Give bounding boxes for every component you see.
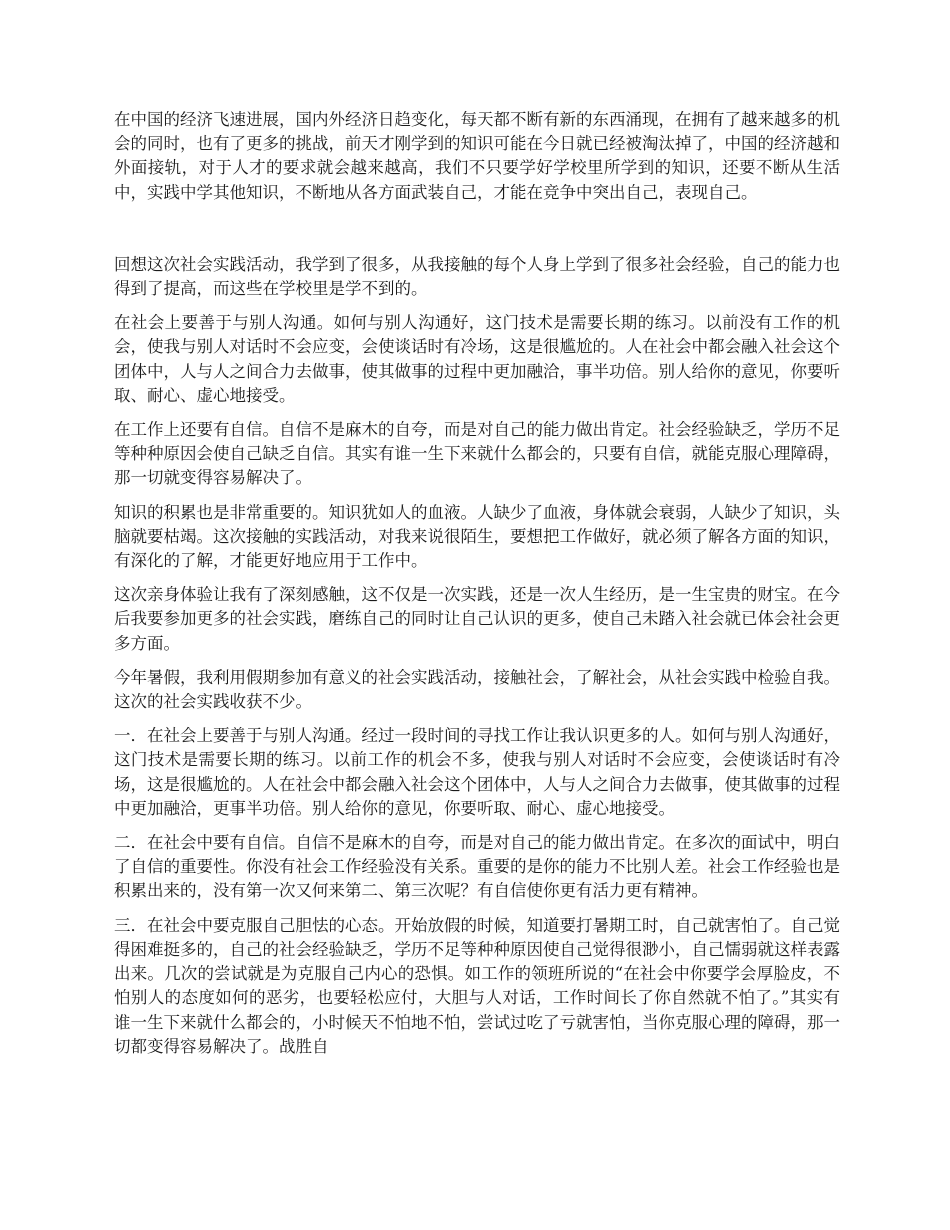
document-body bbox=[114, 108, 840, 1059]
paragraph-confidence: 在工作上还要有自信。自信不是麻木的自夸，而是对自己的能力做出肯定。社会经验缺乏，学历不足等种种原因会使自己缺乏自信。其实有谁一生下来就什么都会的，只要有自信，就能克服心理障碍，那一切就变得容易解决了。 bbox=[114, 420, 840, 488]
paragraph-summer: 今年暑假，我利用假期参加有意义的社会实践活动，接触社会，了解社会，从社会实践中检验自我。这次的社会实践收获不少。 bbox=[114, 667, 840, 712]
paragraph-communication: 在社会上要善于与别人沟通。如何与别人沟通好，这门技术是需要长期的练习。以前没有工作的机会，使我与别人对话时不会应变，会使谈话时有冷场，这是很尴尬的。人在社会中都会融入社会这个团体中，人与人之间合力去做事，使其做事的过程中更加融洽，事半功倍。别人给你的意见，你要听取、耐心、虚心地接受。 bbox=[114, 313, 840, 405]
paragraph-intro: 在中国的经济飞速进展，国内外经济日趋变化，每天都不断有新的东西涌现，在拥有了越来越多的机会的同时，也有了更多的挑战，前天才刚学到的知识可能在今日就已经被淘汰掉了，中国的经济越和外面接轨，对于人才的要求就会越来越高，我们不只要学好学校里所学到的知识，还要不断从生活中，实践中学其他知识，不断地从各方面武装自己，才能在竞争中突出自己，表现自己。 bbox=[114, 110, 840, 202]
paragraph-experience: 这次亲身体验让我有了深刻感触，这不仅是一次实践，还是一次人生经历，是一生宝贵的财宝。在今后我要参加更多的社会实践，磨练自己的同时让自己认识的更多，使自己未踏入社会就已体会社会更多方面。 bbox=[114, 585, 840, 653]
paragraph-point-three: 三．在社会中要克服自己胆怯的心态。开始放假的时候，知道要打暑期工时，自己就害怕了。自己觉得困难挺多的，自己的社会经验缺乏，学历不足等种种原因使自己觉得很渺小，自己懦弱就这样表露出来。几次的尝试就是为克服自己内心的恐惧。如工作的领班所说的“在社会中你要学会厚脸皮，不怕别人的态度如何的恶劣，也要轻松应付，大胆与人对话，工作时间长了你自然就不怕了。”其实有谁一生下来就什么都会的，小时候天不怕地不怕，尝试过吃了亏就害怕，当你克服心理的障碍，那一切都变得容易解决了。战胜自 bbox=[114, 915, 840, 1056]
paragraph-point-one: 一．在社会上要善于与别人沟通。经过一段时间的寻找工作让我认识更多的人。如何与别人沟通好，这门技术是需要长期的练习。以前工作的机会不多，使我与别人对话时不会应变，会使谈话时有冷场，这是很尴尬的。人在社会中都会融入社会这个团体中，人与人之间合力去做事，使其做事的过程中更加融洽，更事半功倍。别人给你的意见，你要听取、耐心、虚心地接受。 bbox=[114, 726, 840, 818]
paragraph-point-two: 二．在社会中要有自信。自信不是麻木的自夸，而是对自己的能力做出肯定。在多次的面试中，明白了自信的重要性。你没有社会工作经验没有关系。重要的是你的能力不比别人差。社会工作经验也是积累出来的，没有第一次又何来第二、第三次呢？有自信使你更有活力更有精神。 bbox=[114, 833, 840, 901]
paragraph-knowledge: 知识的积累也是非常重要的。知识犹如人的血液。人缺少了血液，身体就会衰弱，人缺少了知识，头脑就要枯竭。这次接触的实践活动，对我来说很陌生，要想把工作做好，就必须了解各方面的知识，有深化的了解，才能更好地应用于工作中。 bbox=[114, 502, 840, 571]
paragraph-reflection: 回想这次社会实践活动，我学到了很多，从我接触的每个人身上学到了很多社会经验，自己的能力也得到了提高，而这些在学校里是学不到的。 bbox=[114, 254, 840, 299]
